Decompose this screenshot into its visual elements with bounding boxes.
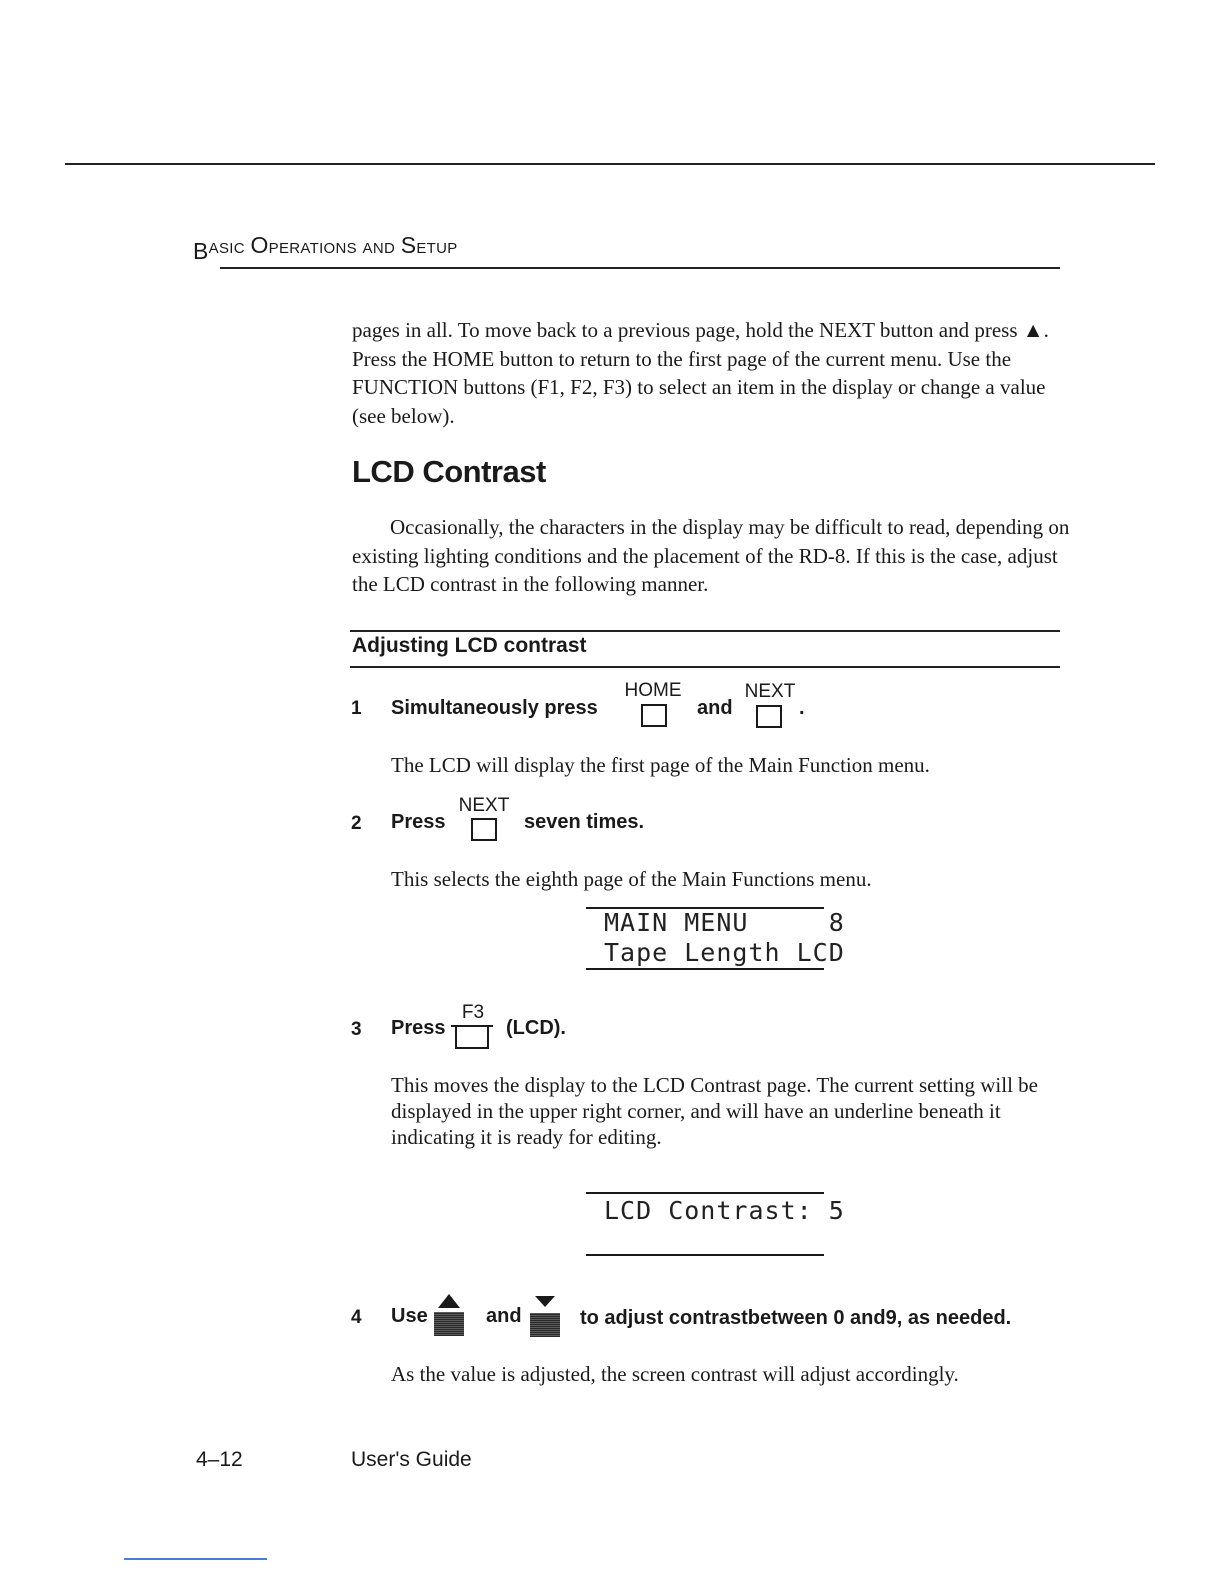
lcd-rule-bottom [586,968,824,970]
next-key-icon [471,818,497,841]
step-text: Simultaneously press [391,697,598,719]
step-number: 4 [351,1307,362,1328]
section-title: LCD Contrast [352,454,546,489]
next-key-label: NEXT [458,795,510,816]
down-arrow-icon [535,1296,555,1307]
next-key-icon [756,705,782,728]
up-arrow-key [434,1294,464,1336]
lcd-line-2: Tape Length LCD [604,938,845,967]
step-text-after: to adjust contrastbetween 0 and9, as needed. [580,1307,1012,1329]
step-number: 1 [351,698,362,719]
guide-name: User's Guide [351,1448,472,1471]
lcd-contrast-line: LCD Contrast: 5 [604,1196,845,1225]
section-paragraph: Occasionally, the characters in the display may be difficult to read, depending on existing lighting conditions and the placement of the RD-8. If this is the case, adjust the LCD contrast in the following manner. [352,515,1070,596]
step-number: 2 [351,813,362,834]
step-result: This selects the eighth page of the Main Functions menu. [391,867,872,891]
next-key-label: NEXT [744,681,796,702]
header-initial-b: B [193,238,209,264]
procedure-rule-top [350,630,1060,632]
lcd-rule-bottom [586,1254,824,1256]
step-text: Press [391,811,446,833]
step-connector: and [697,697,733,719]
header-etup: ETUP [416,240,458,257]
up-arrow-icon [438,1294,460,1308]
step-text-after: (LCD). [506,1017,566,1039]
down-arrow-key [530,1296,560,1337]
top-rule [65,163,1155,165]
procedure-title: Adjusting LCD contrast [352,634,587,657]
running-header [193,232,458,264]
header-rule [220,267,1060,269]
step-result: The LCD will display the first page of the Main Function menu. [391,753,930,777]
step-result: As the value is adjusted, the screen contrast will adjust accordingly. [391,1362,959,1386]
step-text-after: seven times. [524,811,645,833]
step-number: 3 [351,1019,362,1040]
header-asic: ASIC [208,240,245,257]
f3-key-label: F3 [461,1002,485,1023]
header-perations: PERATIONS [268,240,357,257]
f3-key-icon [455,1025,493,1049]
procedure-rule-bottom [350,666,1060,668]
step-text: Press [391,1017,446,1039]
home-key-icon [641,704,667,727]
lcd-line-1: MAIN MENU 8 [604,908,845,937]
header-and: AND [362,240,396,257]
step-period: . [799,697,805,719]
header-initial-s: S [400,232,417,258]
intro-paragraph: pages in all. To move back to a previous page, hold the NEXT button and press ▲. Press the HOME button to return to the first page of the current menu. Use the FUNCTION buttons (F1, F2, F3) to select an item in the display or change a value (see below). [352,318,1049,428]
page-number: 4–12 [196,1448,243,1471]
step-result: This moves the display to the LCD Contrast page. The current setting will be displayed in the upper right corner, and will have an underline beneath it indicating it is ready for editing. [391,1073,1038,1149]
step-connector: and [486,1305,522,1327]
step-text: Use [391,1305,428,1327]
header-initial-o: O [250,232,269,258]
bottom-blue-rule [124,1558,267,1560]
home-key-label: HOME [624,680,682,701]
lcd-rule-top [586,1192,824,1194]
